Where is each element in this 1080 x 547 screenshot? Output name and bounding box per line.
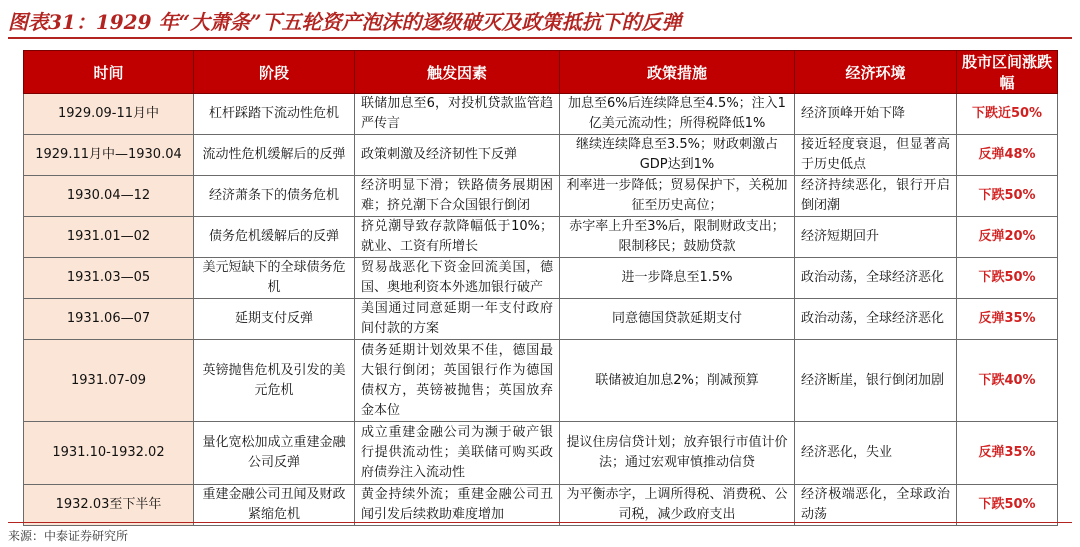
cell-period: 1929.11月中—1930.04: [24, 135, 194, 176]
cell-policy: 加息至6%后连续降息至4.5%；注入1亿美元流动性；所得税降低1%: [560, 94, 795, 135]
cell-policy: 进一步降息至1.5%: [560, 258, 795, 299]
cell-trigger: 黄金持续外流；重建金融公司丑闻引发后续救助难度增加: [355, 485, 560, 526]
cell-economy: 经济短期回升: [795, 217, 957, 258]
header-row: [24, 51, 1058, 94]
cell-trigger: 美国通过同意延期一年支付政府间付款的方案: [355, 299, 560, 340]
cell-trigger: 联储加息至6，对投机贷款监管趋严传言: [355, 94, 560, 135]
cell-period: 1931.01—02: [24, 217, 194, 258]
cell-policy: 利率进一步降低；贸易保护下，关税加征至历史高位；: [560, 176, 795, 217]
cell-trigger: 挤兑潮导致存款降幅低于10%；就业、工资有所增长: [355, 217, 560, 258]
table-row: [24, 176, 1058, 217]
cell-economy: 经济断崖，银行倒闭加剧: [795, 340, 957, 422]
cell-stage: 经济萧条下的债务危机: [194, 176, 355, 217]
cell-trigger: 贸易战恶化下资金回流美国，德国、奥地利资本外逃加银行破产: [355, 258, 560, 299]
header-market-move: 股市区间涨跌幅: [957, 51, 1058, 94]
cell-stage: 英镑抛售危机及引发的美元危机: [194, 340, 355, 422]
table-row: [24, 258, 1058, 299]
cell-stage: 杠杆踩踏下流动性危机: [194, 94, 355, 135]
cell-stage: 延期支付反弹: [194, 299, 355, 340]
source-rule: [8, 522, 1072, 523]
cell-period: 1931.07-09: [24, 340, 194, 422]
cell-economy: 政治动荡，全球经济恶化: [795, 258, 957, 299]
cell-stage: 美元短缺下的全球债务危机: [194, 258, 355, 299]
cell-trigger: 政策刺激及经济韧性下反弹: [355, 135, 560, 176]
table-row: [24, 340, 1058, 422]
cell-economy: 经济顶峰开始下降: [795, 94, 957, 135]
cell-period: 1931.06—07: [24, 299, 194, 340]
cell-stage: 量化宽松加成立重建金融公司反弹: [194, 422, 355, 485]
cell-market-move: 反弹20%: [957, 217, 1058, 258]
cell-trigger: 经济明显下滑；铁路债务展期困难；挤兑潮下合众国银行倒闭: [355, 176, 560, 217]
cell-stage: 重建金融公司丑闻及财政紧缩危机: [194, 485, 355, 526]
cell-policy: 联储被迫加息2%；削减预算: [560, 340, 795, 422]
table-row: [24, 217, 1058, 258]
cell-policy: 同意德国贷款延期支付: [560, 299, 795, 340]
cell-economy: 经济持续恶化，银行开启倒闭潮: [795, 176, 957, 217]
cell-economy: 政治动荡，全球经济恶化: [795, 299, 957, 340]
cell-market-move: 下跌50%: [957, 485, 1058, 526]
table-row: [24, 135, 1058, 176]
cell-market-move: 下跌40%: [957, 340, 1058, 422]
header-economy: 经济环境: [795, 51, 957, 94]
figure-title: 图表31：1929 年“大萧条”下五轮资产泡沫的逐级破灭及政策抵抗下的反弹: [8, 10, 682, 34]
header-stage: 阶段: [194, 51, 355, 94]
cell-market-move: 下跌近50%: [957, 94, 1058, 135]
header-period: 时间: [24, 51, 194, 94]
cell-policy: 提议住房信贷计划；放弃银行市值计价法；通过宏观审慎推动信贷: [560, 422, 795, 485]
cell-economy: 接近轻度衰退，但显著高于历史低点: [795, 135, 957, 176]
header-trigger: 触发因素: [355, 51, 560, 94]
crisis-table: [23, 50, 1058, 526]
table-row: [24, 485, 1058, 526]
cell-trigger: 债务延期计划效果不佳，德国最大银行倒闭；英国银行作为德国债权方，英镑被抛售；英国放弃金本位: [355, 340, 560, 422]
table-row: [24, 422, 1058, 485]
cell-market-move: 反弹35%: [957, 299, 1058, 340]
cell-market-move: 下跌50%: [957, 258, 1058, 299]
cell-economy: 经济极端恶化，全球政治动荡: [795, 485, 957, 526]
cell-economy: 经济恶化，失业: [795, 422, 957, 485]
cell-policy: 继续连续降息至3.5%；财政刺激占GDP达到1%: [560, 135, 795, 176]
cell-policy: 赤字率上升至3%后，限制财政支出；限制移民；鼓励贷款: [560, 217, 795, 258]
header-policy: 政策措施: [560, 51, 795, 94]
table-row: [24, 94, 1058, 135]
cell-market-move: 反弹35%: [957, 422, 1058, 485]
table-row: [24, 299, 1058, 340]
cell-period: 1932.03至下半年: [24, 485, 194, 526]
cell-policy: 为平衡赤字，上调所得税、消费税、公司税，减少政府支出: [560, 485, 795, 526]
cell-period: 1931.03—05: [24, 258, 194, 299]
title-rule: [8, 37, 1072, 39]
source-note: 来源：中泰证券研究所: [8, 529, 129, 543]
cell-stage: 流动性危机缓解后的反弹: [194, 135, 355, 176]
cell-trigger: 成立重建金融公司为濒于破产银行提供流动性；美联储可购买政府债券注入流动性: [355, 422, 560, 485]
cell-market-move: 反弹48%: [957, 135, 1058, 176]
cell-market-move: 下跌50%: [957, 176, 1058, 217]
cell-period: 1930.04—12: [24, 176, 194, 217]
cell-stage: 债务危机缓解后的反弹: [194, 217, 355, 258]
cell-period: 1931.10-1932.02: [24, 422, 194, 485]
cell-period: 1929.09-11月中: [24, 94, 194, 135]
